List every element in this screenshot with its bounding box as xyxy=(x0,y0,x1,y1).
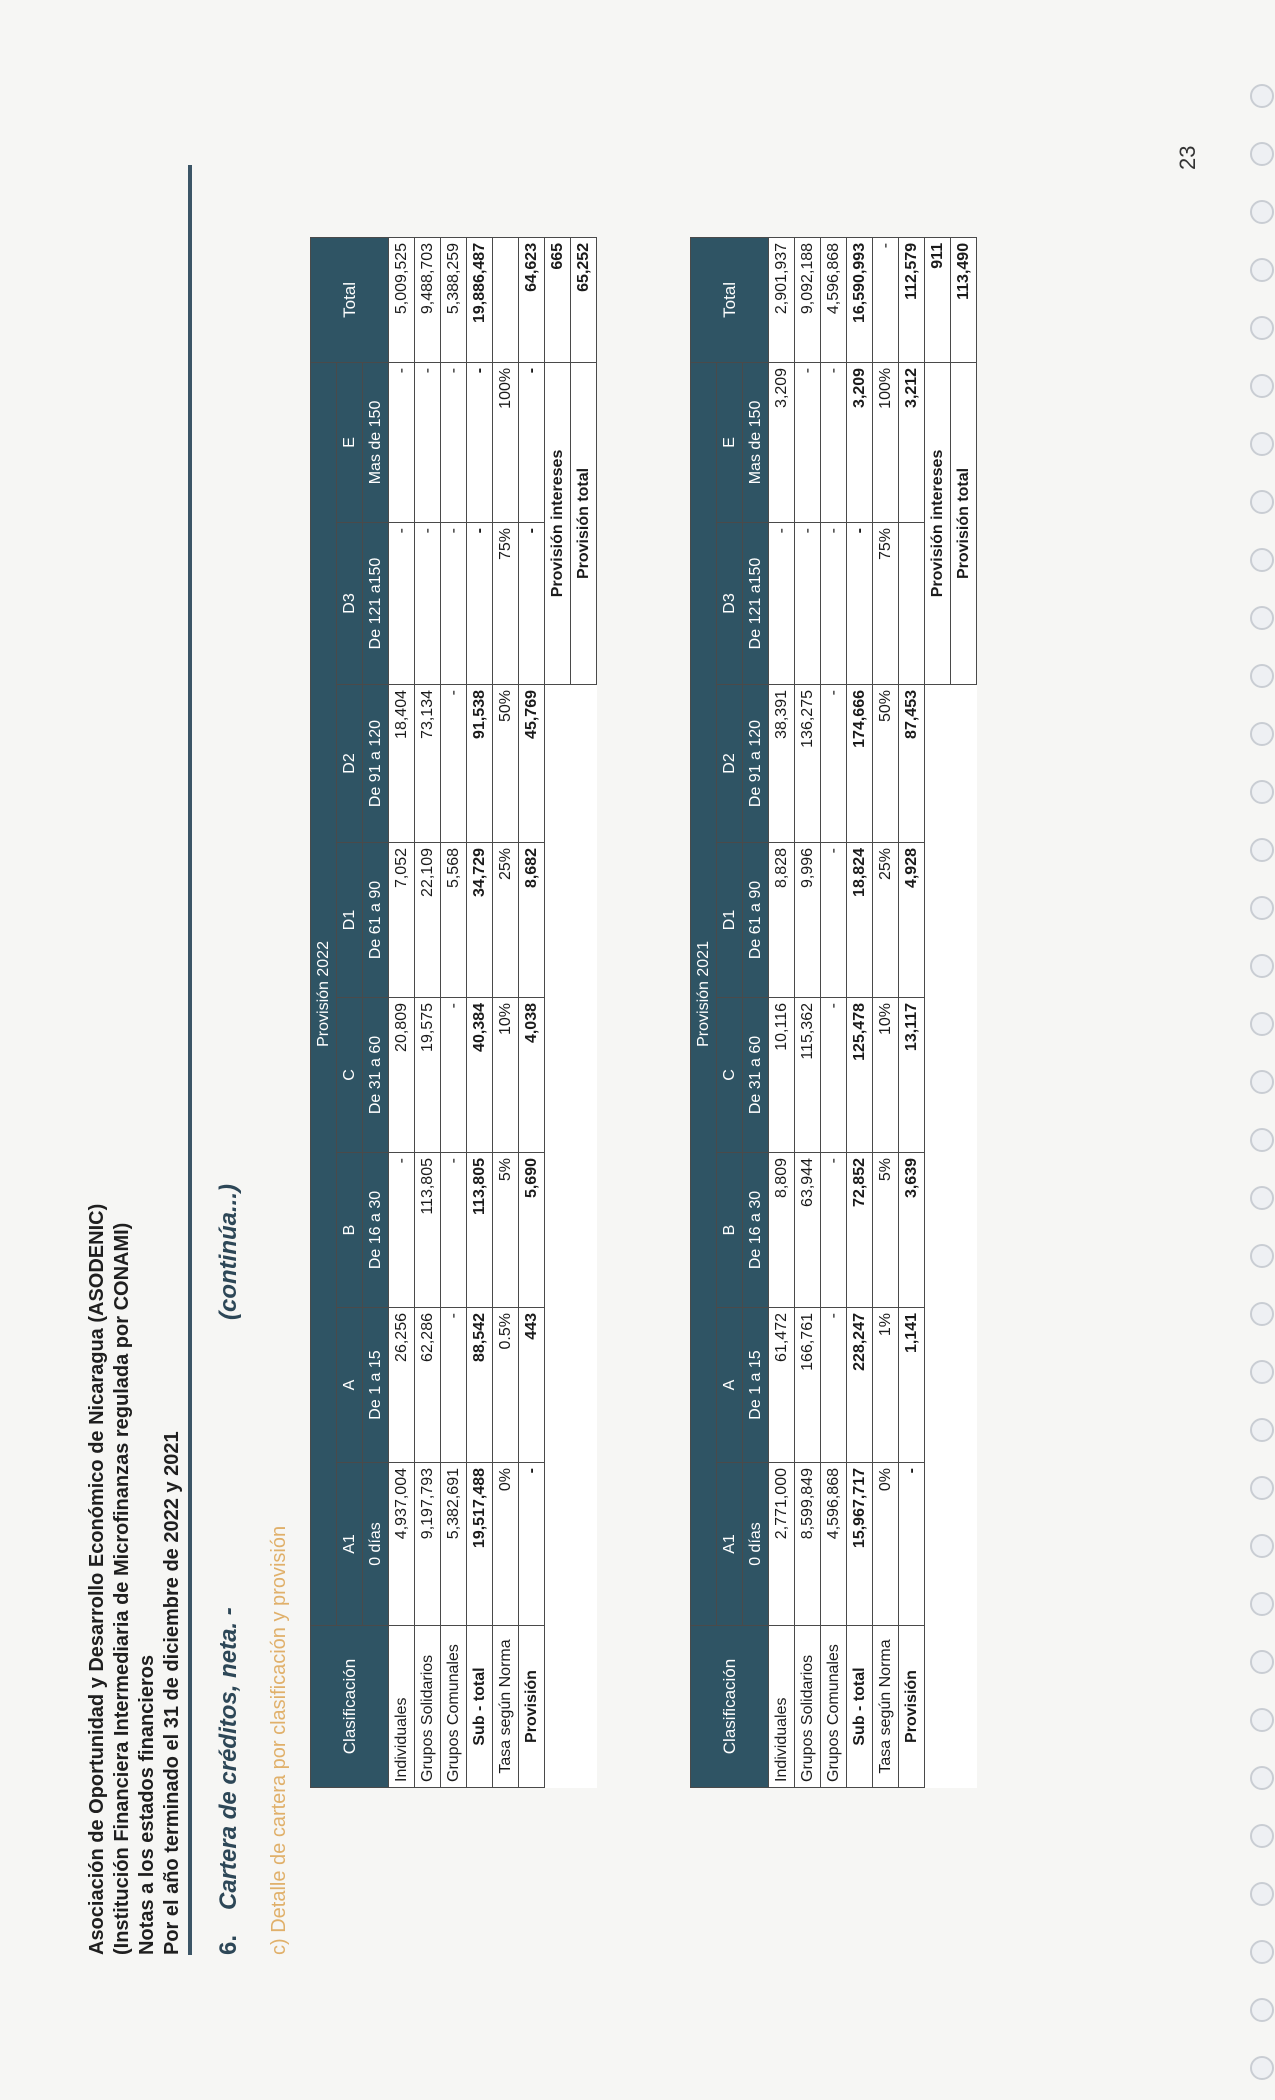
binder-hole xyxy=(1250,142,1274,166)
table-cell: 25% xyxy=(493,843,519,998)
range-header: De 1 a 15 xyxy=(743,1308,769,1463)
table-cell: 19,517,488 xyxy=(467,1463,493,1626)
binder-hole xyxy=(1250,258,1274,282)
table-cell: 50% xyxy=(493,685,519,843)
summary-value: 113,490 xyxy=(951,237,977,362)
table-cell: 20,809 xyxy=(389,998,415,1153)
binder-hole xyxy=(1250,1534,1274,1558)
category-header: A xyxy=(337,1308,363,1463)
table-cell: 63,944 xyxy=(795,1153,821,1308)
table-cell: - xyxy=(441,1308,467,1463)
classification-header: Clasificación xyxy=(691,1626,769,1788)
provision-summary-row xyxy=(951,237,977,1787)
table-cell: 174,666 xyxy=(847,685,873,843)
table-cell: 13,117 xyxy=(899,998,925,1153)
total-header: Total xyxy=(311,237,389,362)
range-header: De 121 a150 xyxy=(363,523,389,685)
table-cell: 125,478 xyxy=(847,998,873,1153)
blank-cell xyxy=(545,685,571,1788)
category-header: C xyxy=(337,998,363,1153)
table-cell: - xyxy=(899,1463,925,1626)
table-cell: 5,382,691 xyxy=(441,1463,467,1626)
row-label: Tasa según Norma xyxy=(873,1626,899,1788)
table-cell: 62,286 xyxy=(415,1308,441,1463)
table-row xyxy=(899,237,925,1787)
table-cell: - xyxy=(821,523,847,685)
table-cell: 18,404 xyxy=(389,685,415,843)
page-number: 23 xyxy=(1175,145,1200,170)
table-cell: 87,453 xyxy=(899,685,925,843)
summary-value: 65,252 xyxy=(571,237,597,362)
header-line-3: Notas a los estados financieros xyxy=(136,1654,158,1955)
table-cell: - xyxy=(389,1153,415,1308)
binder-hole xyxy=(1250,1418,1274,1442)
table-cell: 4,038 xyxy=(519,998,545,1153)
table-cell: - xyxy=(519,362,545,522)
binder-hole xyxy=(1250,1476,1274,1500)
range-header: 0 días xyxy=(363,1463,389,1626)
table-cell: 16,590,993 xyxy=(847,237,873,362)
table-cell: 1% xyxy=(873,1308,899,1463)
binder-hole xyxy=(1250,316,1274,340)
provision-summary-row xyxy=(925,237,951,1787)
table-cell: 4,596,868 xyxy=(821,237,847,362)
provision-summary-row xyxy=(571,237,597,1787)
table-cell: - xyxy=(873,237,899,362)
table-cell: 61,472 xyxy=(769,1308,795,1463)
category-header: A1 xyxy=(337,1463,363,1626)
binder-hole xyxy=(1250,2056,1274,2080)
range-header-row xyxy=(743,237,769,1787)
table-cell: 112,579 xyxy=(899,237,925,362)
binder-hole xyxy=(1250,722,1274,746)
table-cell: - xyxy=(821,998,847,1153)
row-label: Grupos Comunales xyxy=(821,1626,847,1788)
table-row xyxy=(467,237,493,1787)
table-cell: 73,134 xyxy=(415,685,441,843)
section-title: Cartera de créditos, neta. - xyxy=(215,1607,242,1910)
table-cell: 26,256 xyxy=(389,1308,415,1463)
table-cell: - xyxy=(519,1463,545,1626)
blank-cell xyxy=(951,685,977,1788)
binder-hole xyxy=(1250,200,1274,224)
row-label: Grupos Solidarios xyxy=(415,1626,441,1788)
table-cell: 3,209 xyxy=(769,362,795,522)
table-row xyxy=(519,237,545,1787)
table-cell: 136,275 xyxy=(795,685,821,843)
table-cell: 40,384 xyxy=(467,998,493,1153)
table-cell: - xyxy=(795,523,821,685)
table-row xyxy=(389,237,415,1787)
binder-hole xyxy=(1250,1940,1274,1964)
binder-hole xyxy=(1250,1128,1274,1152)
table-cell: - xyxy=(441,523,467,685)
range-header: De 91 a 120 xyxy=(363,685,389,843)
row-label: Tasa según Norma xyxy=(493,1626,519,1788)
binder-hole xyxy=(1250,1360,1274,1384)
binder-hole xyxy=(1250,84,1274,108)
binder-hole xyxy=(1250,1824,1274,1848)
table-cell: 228,247 xyxy=(847,1308,873,1463)
table-cell: - xyxy=(415,362,441,522)
table-cell: - xyxy=(389,523,415,685)
table-cell: 4,596,868 xyxy=(821,1463,847,1626)
table-cell: 0% xyxy=(493,1463,519,1626)
binder-hole xyxy=(1250,896,1274,920)
range-header: De 16 a 30 xyxy=(743,1153,769,1308)
table-cell: - xyxy=(441,998,467,1153)
table-cell: 443 xyxy=(519,1308,545,1463)
header-line-4: Por el año terminado el 31 de diciembre de 2022 y 2021 xyxy=(161,1431,183,1955)
blank-cell xyxy=(925,685,951,1788)
binder-hole xyxy=(1250,1186,1274,1210)
range-header: De 121 a150 xyxy=(743,523,769,685)
table-cell: 19,886,487 xyxy=(467,237,493,362)
table-cell: 2,901,937 xyxy=(769,237,795,362)
table-cell: 3,212 xyxy=(899,362,925,522)
table-cell: 5,388,259 xyxy=(441,237,467,362)
table-cell: 5,568 xyxy=(441,843,467,998)
table-cell: - xyxy=(769,523,795,685)
category-header: A1 xyxy=(717,1463,743,1626)
range-header: De 61 a 90 xyxy=(363,843,389,998)
table-cell: 18,824 xyxy=(847,843,873,998)
table-cell: - xyxy=(821,1153,847,1308)
summary-label: Provisión total xyxy=(571,362,597,684)
table-cell: 4,928 xyxy=(899,843,925,998)
binder-hole xyxy=(1250,1766,1274,1790)
table-cell: 64,623 xyxy=(519,237,545,362)
table-cell: - xyxy=(441,1153,467,1308)
table-cell: 19,575 xyxy=(415,998,441,1153)
table-cell: 72,852 xyxy=(847,1153,873,1308)
binder-hole xyxy=(1250,1012,1274,1036)
table-cell: - xyxy=(441,685,467,843)
range-header: Mas de 150 xyxy=(743,362,769,522)
binder-hole xyxy=(1250,548,1274,572)
table-cell: 9,092,188 xyxy=(795,237,821,362)
range-header: De 16 a 30 xyxy=(363,1153,389,1308)
blank-cell xyxy=(571,685,597,1788)
table-cell: 88,542 xyxy=(467,1308,493,1463)
binder-hole xyxy=(1250,1998,1274,2022)
row-label: Individuales xyxy=(389,1626,415,1788)
subsection-title: c) Detalle de cartera por clasificación y provisión xyxy=(268,1525,290,1955)
category-header: D1 xyxy=(337,843,363,998)
table-cell: 15,967,717 xyxy=(847,1463,873,1626)
row-label: Grupos Solidarios xyxy=(795,1626,821,1788)
range-header-row xyxy=(363,237,389,1787)
category-header: D3 xyxy=(337,523,363,685)
category-header: A xyxy=(717,1308,743,1463)
range-header: Mas de 150 xyxy=(363,362,389,522)
table-cell: - xyxy=(847,523,873,685)
table-cell xyxy=(899,523,925,685)
table-cell: 3,209 xyxy=(847,362,873,522)
category-header: B xyxy=(337,1153,363,1308)
binder-hole xyxy=(1250,1882,1274,1906)
provision-table-0 xyxy=(310,237,597,1788)
table-cell: 75% xyxy=(873,523,899,685)
table-cell: 9,996 xyxy=(795,843,821,998)
total-header: Total xyxy=(691,237,769,362)
table-cell: 50% xyxy=(873,685,899,843)
binder-hole xyxy=(1250,374,1274,398)
table-cell: - xyxy=(821,843,847,998)
binder-hole xyxy=(1250,1302,1274,1326)
table-cell: 8,809 xyxy=(769,1153,795,1308)
binder-hole xyxy=(1250,664,1274,688)
category-header: E xyxy=(337,362,363,522)
category-header: D2 xyxy=(717,685,743,843)
range-header: De 31 a 60 xyxy=(363,998,389,1153)
binder-hole xyxy=(1250,1708,1274,1732)
table-cell: 4,937,004 xyxy=(389,1463,415,1626)
binder-hole xyxy=(1250,1592,1274,1616)
table-cell xyxy=(493,237,519,362)
category-header: D3 xyxy=(717,523,743,685)
table-cell: 5% xyxy=(493,1153,519,1308)
table-cell: 2,771,000 xyxy=(769,1463,795,1626)
table-cell: 0% xyxy=(873,1463,899,1626)
table-row xyxy=(821,237,847,1787)
table-cell: - xyxy=(441,362,467,522)
binder-holes xyxy=(1250,0,1274,2100)
table-cell: 8,682 xyxy=(519,843,545,998)
binder-hole xyxy=(1250,954,1274,978)
row-label: Sub - total xyxy=(847,1626,873,1788)
table-cell: 166,761 xyxy=(795,1308,821,1463)
binder-hole xyxy=(1250,432,1274,456)
table-row xyxy=(795,237,821,1787)
table-cell: 7,052 xyxy=(389,843,415,998)
header-line-2: (Institución Financiera Intermediaria de Microfinanzas regulada por CONAMI) xyxy=(111,1222,133,1955)
table-cell: 5% xyxy=(873,1153,899,1308)
table-cell: - xyxy=(467,362,493,522)
table-row xyxy=(873,237,899,1787)
table-cell: 8,599,849 xyxy=(795,1463,821,1626)
table-cell: 10% xyxy=(493,998,519,1153)
category-header-row xyxy=(717,237,743,1787)
category-header: B xyxy=(717,1153,743,1308)
category-header: C xyxy=(717,998,743,1153)
table-row xyxy=(847,237,873,1787)
table-cell: 115,362 xyxy=(795,998,821,1153)
table-cell: - xyxy=(415,523,441,685)
table-cell: 22,109 xyxy=(415,843,441,998)
table-cell: 3,639 xyxy=(899,1153,925,1308)
category-header: D1 xyxy=(717,843,743,998)
summary-label: Provisión intereses xyxy=(925,362,951,684)
range-header: 0 días xyxy=(743,1463,769,1626)
row-label: Sub - total xyxy=(467,1626,493,1788)
category-header: E xyxy=(717,362,743,522)
table-row xyxy=(769,237,795,1787)
header-rule xyxy=(188,165,192,1955)
provision-year-header: Provisión 2022 xyxy=(311,362,337,1625)
table-cell: 9,197,793 xyxy=(415,1463,441,1626)
table-cell: - xyxy=(519,523,545,685)
binder-hole xyxy=(1250,490,1274,514)
range-header: De 91 a 120 xyxy=(743,685,769,843)
summary-label: Provisión intereses xyxy=(545,362,571,684)
table-cell: 1,141 xyxy=(899,1308,925,1463)
table-cell: 113,805 xyxy=(415,1153,441,1308)
table-cell: 34,729 xyxy=(467,843,493,998)
table-row xyxy=(493,237,519,1787)
table-cell: - xyxy=(389,362,415,522)
row-label: Provisión xyxy=(899,1626,925,1788)
table-cell: 45,769 xyxy=(519,685,545,843)
table-row xyxy=(441,237,467,1787)
table-cell: 38,391 xyxy=(769,685,795,843)
binder-hole xyxy=(1250,1650,1274,1674)
binder-hole xyxy=(1250,780,1274,804)
binder-hole xyxy=(1250,606,1274,630)
summary-label: Provisión total xyxy=(951,362,977,684)
binder-hole xyxy=(1250,1244,1274,1268)
table-cell: 10% xyxy=(873,998,899,1153)
row-label: Grupos Comunales xyxy=(441,1626,467,1788)
table-cell: 91,538 xyxy=(467,685,493,843)
binder-hole xyxy=(1250,1070,1274,1094)
range-header: De 31 a 60 xyxy=(743,998,769,1153)
header-line-1: Asociación de Oportunidad y Desarrollo Económico de Nicaragua (ASODENIC) xyxy=(86,1203,108,1955)
table-cell: - xyxy=(821,1308,847,1463)
table-cell: 25% xyxy=(873,843,899,998)
document-header xyxy=(85,1204,185,1955)
table-cell: 0.5% xyxy=(493,1308,519,1463)
section-number: 6. xyxy=(215,1934,242,1955)
table-cell: 5,690 xyxy=(519,1153,545,1308)
table-row xyxy=(415,237,441,1787)
summary-value: 665 xyxy=(545,237,571,362)
provision-summary-row xyxy=(545,237,571,1787)
category-header: D2 xyxy=(337,685,363,843)
table-cell: 5,009,525 xyxy=(389,237,415,362)
table-cell: 10,116 xyxy=(769,998,795,1153)
provision-year-header: Provisión 2021 xyxy=(691,362,717,1625)
section-continues: (continúa...) xyxy=(215,1184,242,1320)
summary-value: 911 xyxy=(925,237,951,362)
row-label: Individuales xyxy=(769,1626,795,1788)
provision-table-1 xyxy=(690,237,977,1788)
table-cell: - xyxy=(821,685,847,843)
table-cell: - xyxy=(821,362,847,522)
table-header-title-row xyxy=(311,237,337,1787)
table-cell: - xyxy=(467,523,493,685)
table-cell: 100% xyxy=(493,362,519,522)
category-header-row xyxy=(337,237,363,1787)
table-cell: 100% xyxy=(873,362,899,522)
table-cell: - xyxy=(795,362,821,522)
table-cell: 75% xyxy=(493,523,519,685)
row-label: Provisión xyxy=(519,1626,545,1788)
range-header: De 61 a 90 xyxy=(743,843,769,998)
table-header-title-row xyxy=(691,237,717,1787)
classification-header: Clasificación xyxy=(311,1626,389,1788)
table-cell: 9,488,703 xyxy=(415,237,441,362)
binder-hole xyxy=(1250,838,1274,862)
table-cell: 8,828 xyxy=(769,843,795,998)
table-cell: 113,805 xyxy=(467,1153,493,1308)
range-header: De 1 a 15 xyxy=(363,1308,389,1463)
